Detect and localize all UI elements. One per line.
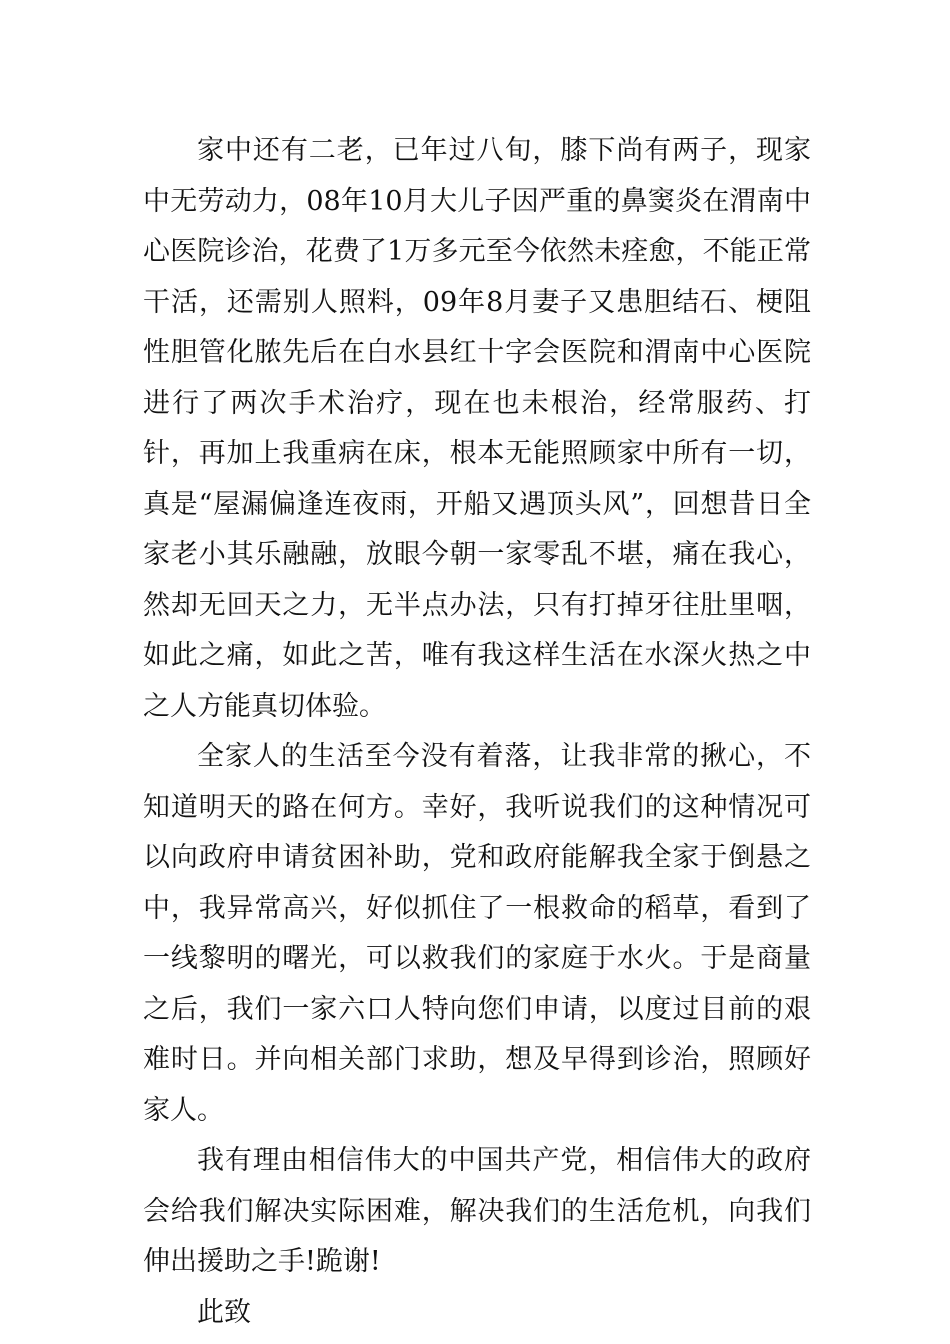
closing-salutation: 此致: [197, 1296, 251, 1328]
paragraph-family-situation: 家中还有二老，已年过八旬，膝下尚有两子，现家中无劳动力，08年10月大儿子因严重的鼻窦炎在渭南中心医院诊治，花费了1万多元至今依然未痊愈，不能正常干活，还需别人照料，09年8月妻子又患胆结石、梗阻性胆管化脓先后在白水县红十字会医院和渭南中心医院进行了两次手术治疗，现在也未根治，经常服药、打针，再加上我重病在床，根本无能照顾家中所有一切，真是“屋漏偏逢连夜雨，开船又遇顶头风”，回想昔日全家老小其乐融融，放眼今朝一家零乱不堪，痛在我心，然却无回天之力，无半点办法，只有打掉牙往肚里咽，如此之痛，如此之苦，唯有我这样生活在水深火热之中之人方能真切体验。: [143, 135, 811, 722]
letter-body: [143, 126, 811, 1338]
paragraph-gratitude: 我有理由相信伟大的中国共产党，相信伟大的政府会给我们解决实际困难，解决我们的生活危机，向我们伸出援助之手!跪谢!: [143, 1145, 811, 1277]
paragraph-request-aid: 全家人的生活至今没有着落，让我非常的揪心，不知道明天的路在何方。幸好，我听说我们的这种情况可以向政府申请贫困补助，党和政府能解我全家于倒悬之中，我异常高兴，好似抓住了一根救命的稻草，看到了一线黎明的曙光，可以救我们的家庭于水火。于是商量之后，我们一家六口人特向您们申请，以度过目前的艰难时日。并向相关部门求助，想及早得到诊治，照顾好家人。: [143, 741, 811, 1126]
